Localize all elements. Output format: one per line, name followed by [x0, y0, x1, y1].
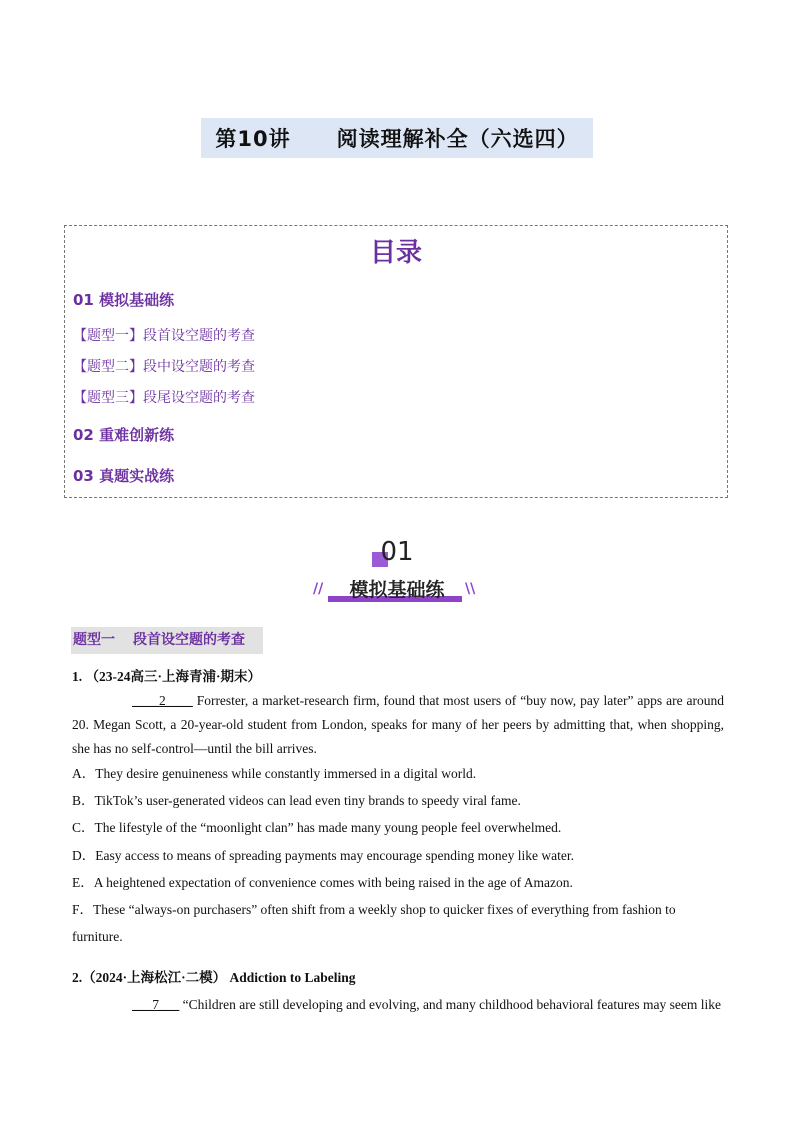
- question-2-source: （2024·上海松江·二模）: [82, 970, 227, 985]
- document-title: [201, 118, 592, 158]
- question-1-passage: [72, 689, 724, 761]
- table-of-contents: [64, 225, 728, 498]
- section-title: 模拟基础练: [349, 579, 445, 601]
- question-1-blank[interactable]: ____2____: [132, 693, 193, 708]
- toc-heading: 目录: [369, 238, 422, 268]
- toc-item-01[interactable]: 01 模拟基础练: [73, 291, 175, 309]
- q1-option-c[interactable]: C．The lifestyle of the “moonlight clan” has made many young people feel overwhelmed.: [72, 820, 562, 835]
- question-2-passage: [72, 993, 724, 1017]
- document-title-wrap: [0, 118, 794, 158]
- q1-option-d[interactable]: D．Easy access to means of spreading payments may encourage spending money like water.: [72, 848, 574, 863]
- toc-item-03[interactable]: 03 真题实战练: [73, 467, 175, 485]
- question-1-number: 1.: [72, 669, 83, 684]
- section-slash-right: \\: [465, 581, 476, 597]
- q1-option-a[interactable]: A．They desire genuineness while constantly immersed in a digital world.: [72, 766, 477, 781]
- question-type-heading: [71, 627, 263, 654]
- toc-item-type2[interactable]: 【题型二】段中设空题的考查: [73, 359, 255, 375]
- section-header: [0, 537, 794, 607]
- lecture-number: 第10讲: [215, 127, 291, 151]
- question-1-paragraph: Forrester, a market-research firm, found that most users of “buy now, pay later” apps are around 20. Megan Scott, a 20-year-old student from London, speaks for many of her peers by admitting that, when shopping, she has no self-control—until the bill arrives.: [72, 693, 724, 756]
- question-1-source: （23-24高三·上海青浦·期末）: [85, 669, 261, 684]
- question-2-header: [72, 966, 724, 990]
- toc-item-type1[interactable]: 【题型一】段首设空题的考查: [73, 328, 255, 344]
- question-2-blank[interactable]: ___7___: [132, 997, 180, 1012]
- question-2-title: Addiction to Labeling: [229, 970, 356, 985]
- q1-option-f[interactable]: F．These “always-on purchasers” often shift from a weekly shop to quicker fixes of everything from fashion to furniture.: [72, 902, 676, 944]
- question-2-number: 2.: [72, 970, 83, 985]
- q1-option-e[interactable]: E．A heightened expectation of convenience comes with being raised in the age of Amazon.: [72, 875, 573, 890]
- toc-item-02[interactable]: 02 重难创新练: [73, 426, 175, 444]
- q1-option-b[interactable]: B．TikTok’s user-generated videos can lead even tiny brands to speedy viral fame.: [72, 793, 521, 808]
- lecture-title: 阅读理解补全（六选四）: [336, 127, 579, 151]
- question-1-header: [72, 665, 724, 689]
- question-2-paragraph: “Children are still developing and evolving, and many childhood behavioral features may seem like: [182, 997, 721, 1012]
- toc-item-type3[interactable]: 【题型三】段尾设空题的考查: [73, 390, 255, 406]
- section-slash-left: //: [313, 581, 324, 597]
- question-type-label: 题型一: [73, 632, 115, 648]
- section-number: 01: [380, 537, 414, 567]
- question-type-text: 段首设空题的考查: [133, 632, 245, 648]
